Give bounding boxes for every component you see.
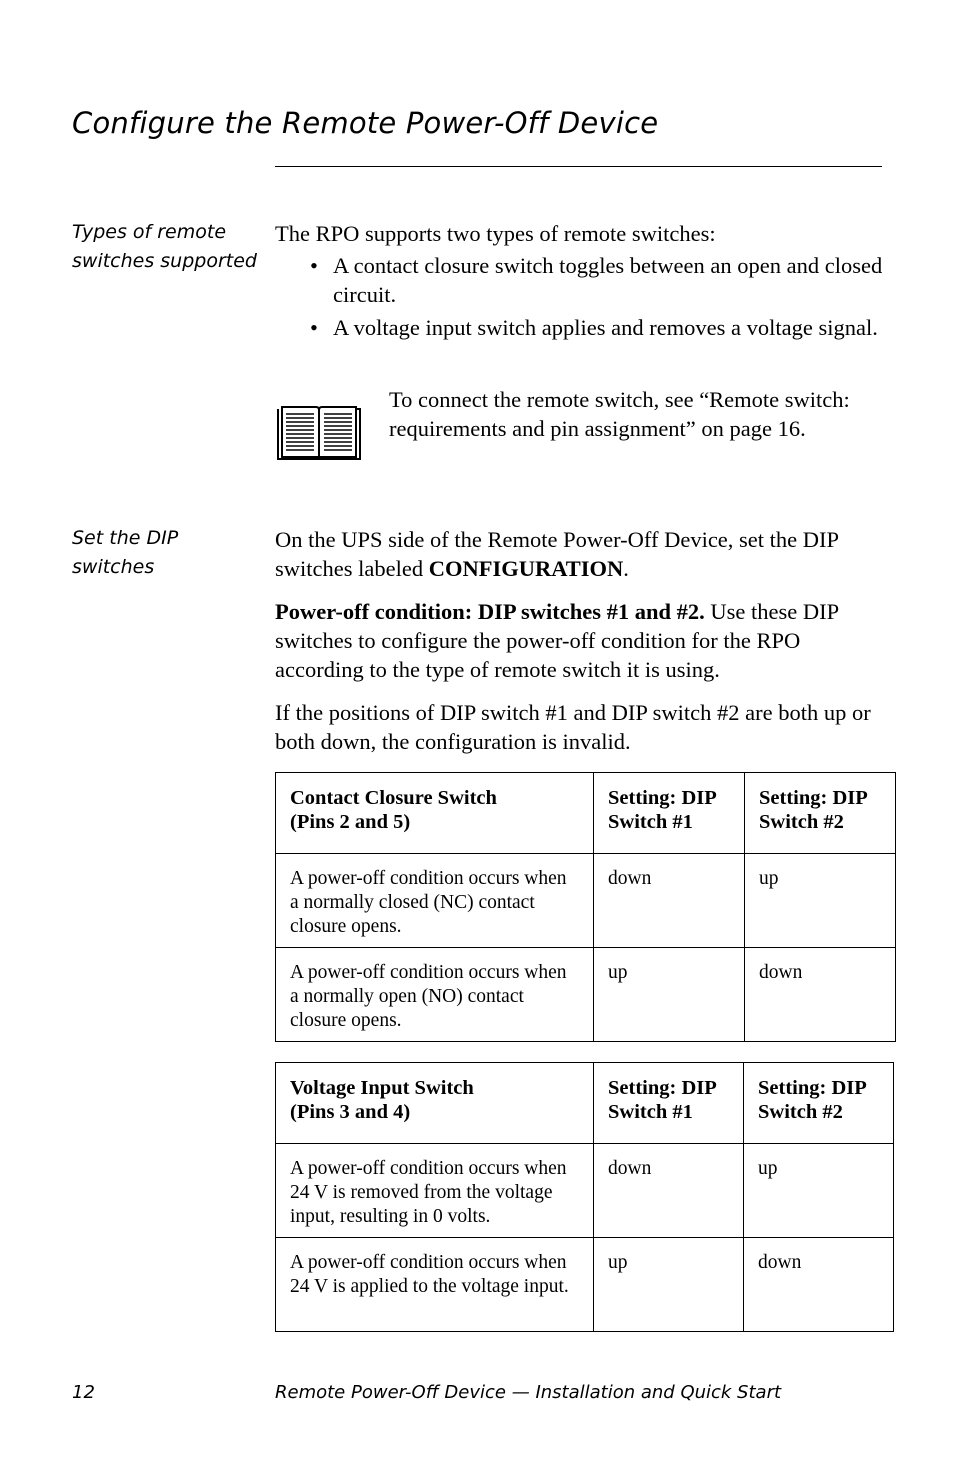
- paragraph-end: .: [623, 556, 629, 581]
- see-also-note: To connect the remote switch, see “Remote switch: requirements and pin assignment” on page 16.: [389, 387, 850, 441]
- dip-paragraph-3: If the positions of DIP switch #1 and DIP switch #2 are both up or both down, the configuration is invalid.: [275, 700, 871, 754]
- column-header-switch: Contact Closure Switch (Pins 2 and 5): [276, 773, 594, 854]
- column-header-dip2: Setting: DIP Switch #2: [744, 1063, 894, 1144]
- list-item: [275, 313, 885, 342]
- table-header-row: [276, 1063, 894, 1144]
- column-header-switch: Voltage Input Switch (Pins 3 and 4): [276, 1063, 594, 1144]
- table-row: [276, 948, 896, 1042]
- switch-types-intro: The RPO supports two types of remote switches:: [275, 221, 716, 246]
- table-row: [276, 1144, 894, 1238]
- configuration-label: CONFIGURATION: [428, 556, 624, 581]
- condition-cell: A power-off condition occurs when a normally open (NO) contact closure opens.: [276, 948, 594, 1042]
- dip-paragraph-1: [275, 525, 885, 583]
- column-header-dip2: Setting: DIP Switch #2: [745, 773, 896, 854]
- contact-closure-table: [275, 772, 896, 1042]
- table-header-row: [276, 773, 896, 854]
- page-title: Configure the Remote Power-Off Device: [72, 106, 659, 140]
- dip1-cell: down: [594, 854, 745, 948]
- book-icon: [276, 404, 362, 462]
- table-row: [276, 1238, 894, 1332]
- bullet-icon: •: [310, 315, 318, 340]
- column-header-dip1: Setting: DIP Switch #1: [594, 1063, 744, 1144]
- switch-types-list: [275, 251, 885, 346]
- title-rule: [275, 166, 882, 167]
- paragraph-text: Use these DIP switches to configure the power-off condition for the RPO according to the type of remote switch it is using.: [275, 599, 839, 682]
- dip1-cell: up: [594, 948, 745, 1042]
- dip2-cell: down: [744, 1238, 894, 1332]
- dip2-cell: up: [744, 1144, 894, 1238]
- condition-cell: A power-off condition occurs when 24 V is removed from the voltage input, resulting in 0 volts.: [276, 1144, 594, 1238]
- page-number: 12: [72, 1382, 95, 1403]
- footer-doc-title: Remote Power-Off Device — Installation and Quick Start: [275, 1382, 782, 1403]
- dip2-cell: down: [745, 948, 896, 1042]
- paragraph-text: On the UPS side of the Remote Power-Off Device, set the DIP switches labeled: [275, 527, 839, 581]
- list-item: [275, 251, 885, 309]
- list-item-text: A voltage input switch applies and removes a voltage signal.: [333, 315, 878, 340]
- power-off-condition-lead: Power-off condition: DIP switches #1 and #2.: [275, 599, 705, 624]
- section-heading-dip-switches: Set the DIP switches: [72, 527, 179, 578]
- table-row: [276, 854, 896, 948]
- dip1-cell: down: [594, 1144, 744, 1238]
- column-header-dip1: Setting: DIP Switch #1: [594, 773, 745, 854]
- dip2-cell: up: [745, 854, 896, 948]
- list-item-text: A contact closure switch toggles between an open and closed circuit.: [333, 253, 883, 307]
- voltage-input-table: [275, 1062, 894, 1332]
- section-heading-switch-types: Types of remote switches supported: [72, 221, 257, 272]
- dip1-cell: up: [594, 1238, 744, 1332]
- condition-cell: A power-off condition occurs when 24 V is applied to the voltage input.: [276, 1238, 594, 1332]
- condition-cell: A power-off condition occurs when a normally closed (NC) contact closure opens.: [276, 854, 594, 948]
- bullet-icon: •: [310, 253, 318, 278]
- dip-paragraph-2: [275, 597, 885, 684]
